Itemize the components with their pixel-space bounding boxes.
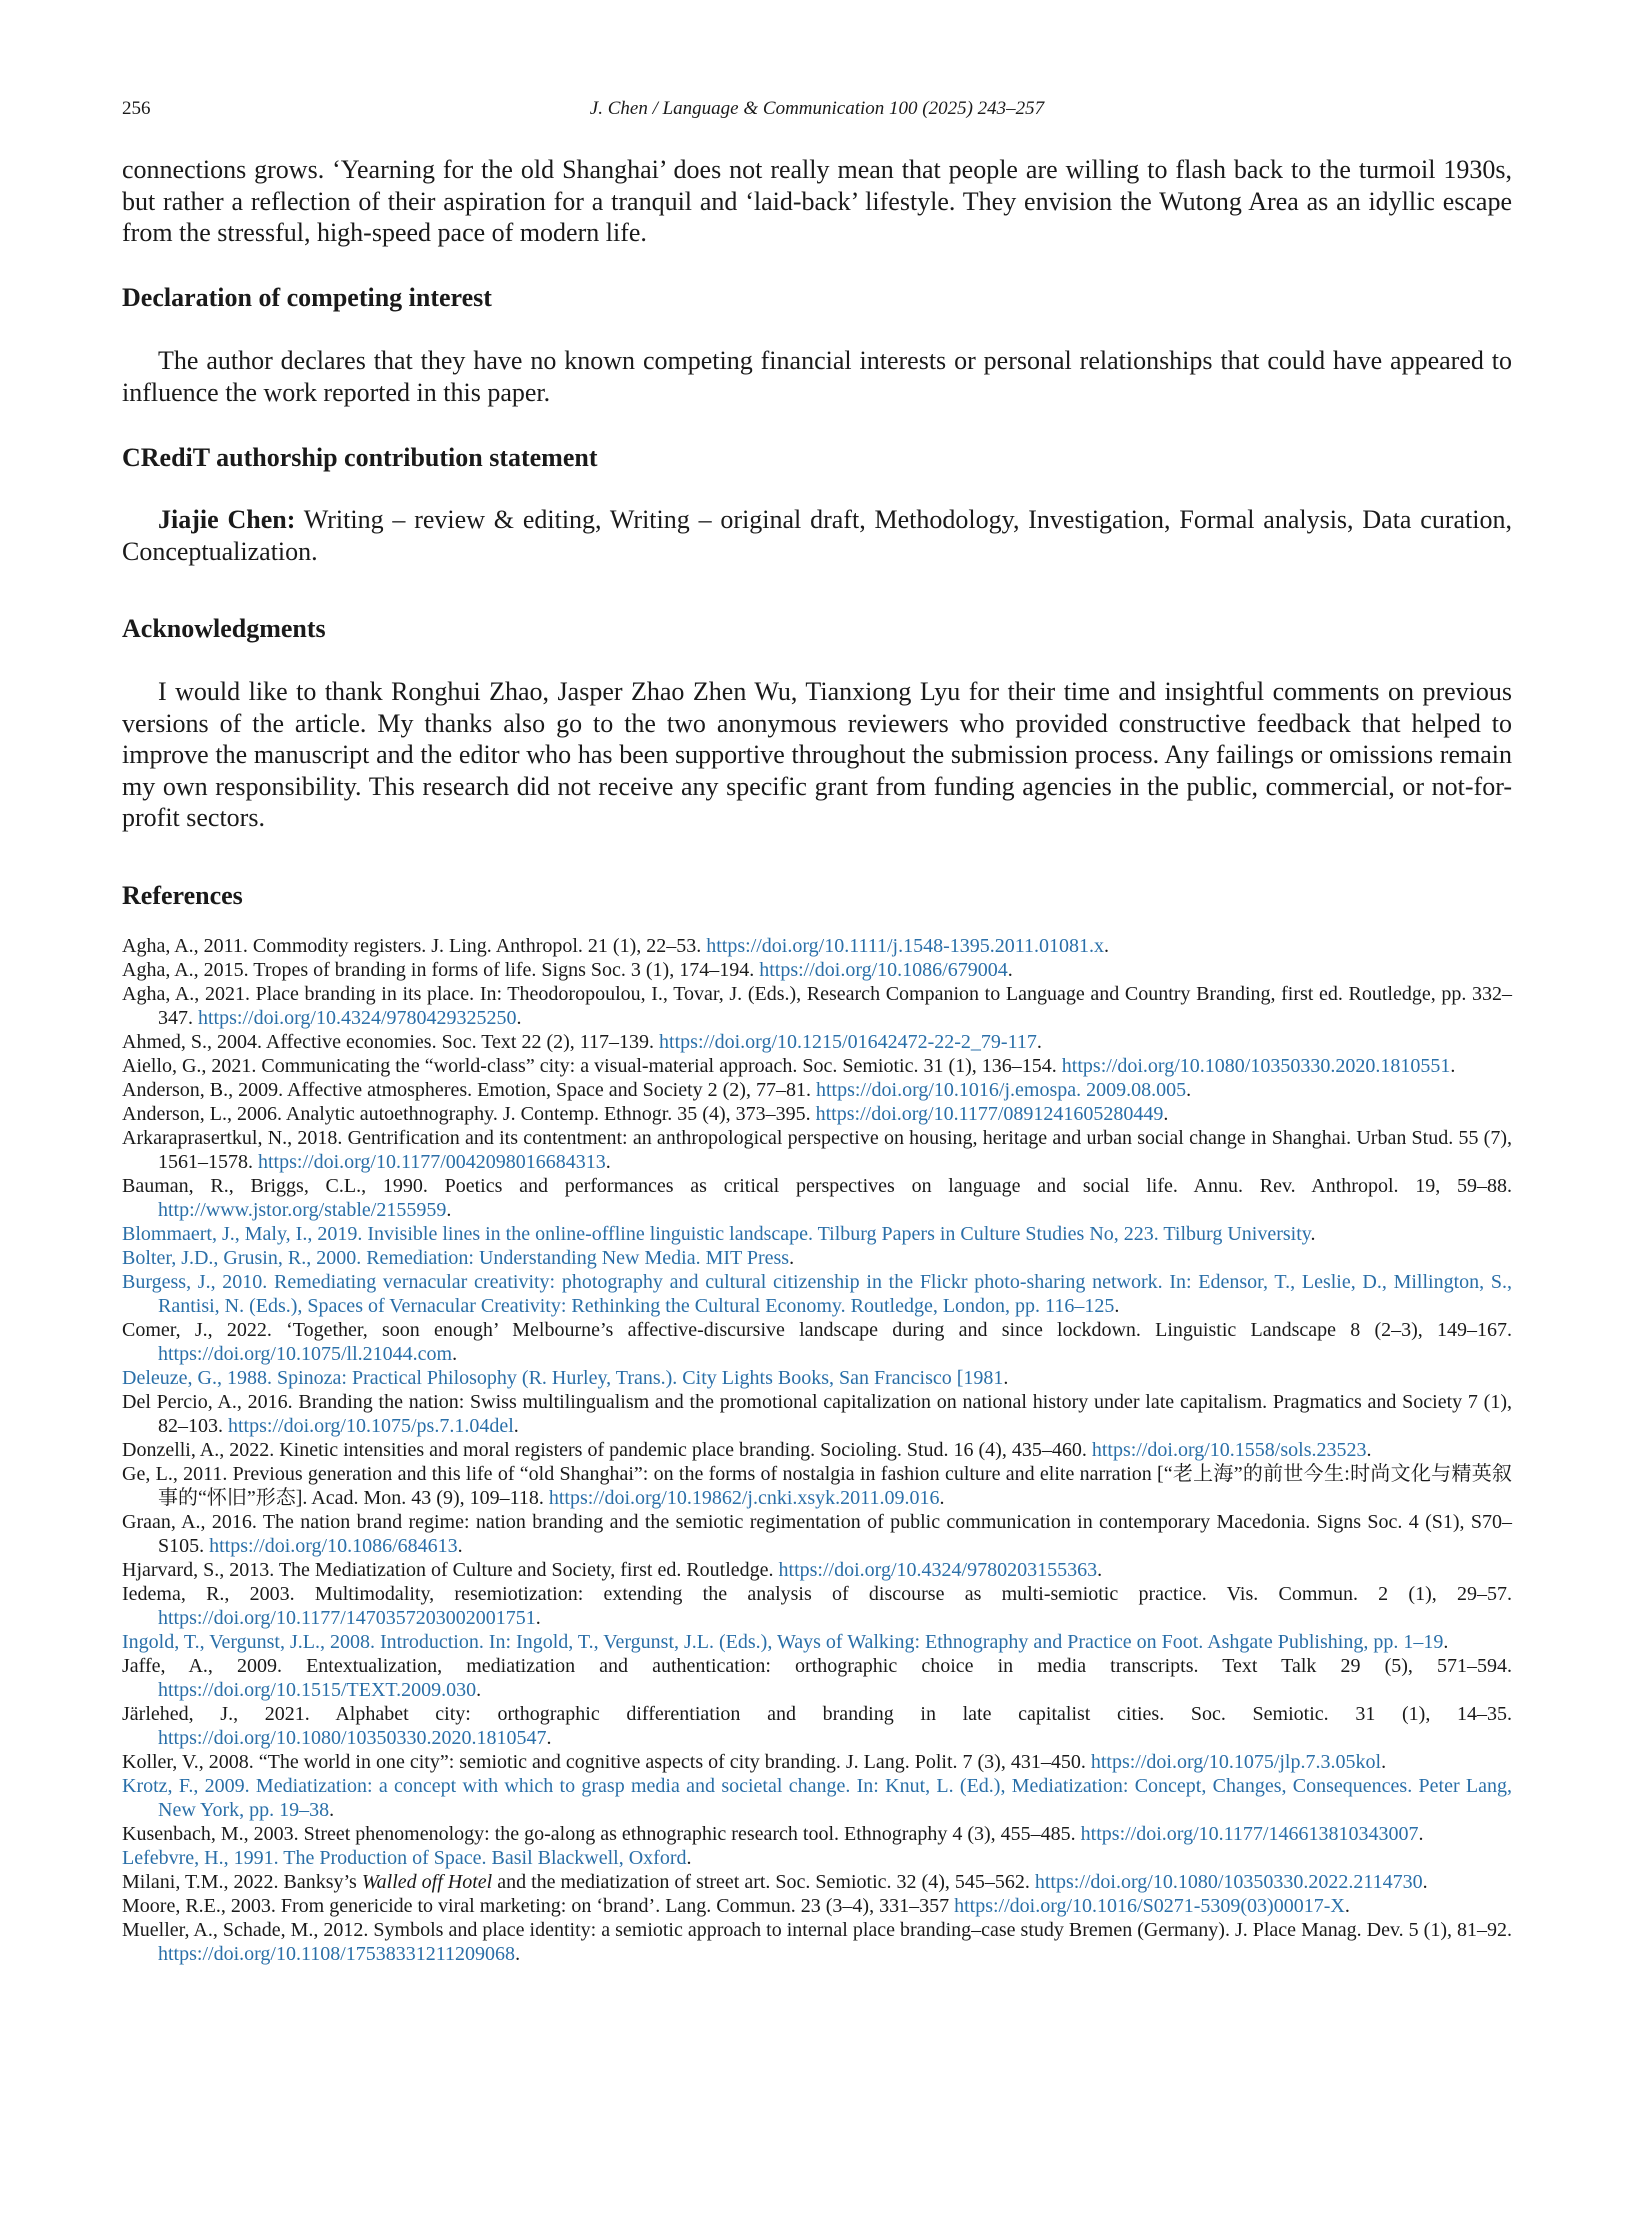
reference-text: Anderson, B., 2009. Affective atmospheres. Emotion, Space and Society 2 (2), 77–81.: [122, 1079, 816, 1101]
section-title-references: References: [122, 881, 243, 910]
credit-text: [122, 504, 1512, 567]
reference-doi-link[interactable]: https://doi.org/10.19862/j.cnki.xsyk.2011.09.016: [548, 1487, 940, 1509]
reference-item: [122, 1390, 1512, 1438]
acknowledgments-text: I would like to thank Ronghui Zhao, Jasper Zhao Zhen Wu, Tianxiong Lyu for their time and insightful comments on previous versions of the article. My thanks also go to the two anonymous reviewers who provided constructive feedback that helped to improve the manuscript and the editor who has been supportive throughout the submission process. Any failings or omissions remain my own responsibility. This research did not receive any specific grant from funding agencies in the public, commercial, or not-for-profit sectors.: [122, 677, 1512, 832]
reference-doi-link[interactable]: https://doi.org/10.1075/ps.7.1.04del: [228, 1415, 514, 1437]
reference-doi-link[interactable]: https://doi.org/10.1016/S0271-5309(03)00017-X: [954, 1895, 1345, 1917]
reference-item: [122, 1510, 1512, 1558]
reference-tail: .: [513, 1415, 519, 1437]
reference-item: [122, 1270, 1512, 1318]
references-heading-block: [122, 880, 1512, 912]
reference-tail: .: [1310, 1223, 1316, 1245]
reference-tail: .: [1366, 1439, 1372, 1461]
reference-tail: .: [329, 1799, 335, 1821]
credit-section: [122, 442, 1512, 474]
reference-item: [122, 1630, 1512, 1654]
reference-tail: .: [1114, 1295, 1120, 1317]
reference-item: [122, 1582, 1512, 1630]
reference-item: [122, 1366, 1512, 1390]
reference-tail: .: [1381, 1751, 1387, 1773]
reference-tail: .: [1344, 1895, 1350, 1917]
competing-interest-section: [122, 282, 1512, 314]
credit-author: Jiajie Chen:: [158, 505, 296, 534]
reference-doi-link[interactable]: https://doi.org/10.1080/10350330.2022.2114730: [1034, 1871, 1423, 1893]
reference-text: Del Percio, A., 2016. Branding the nation: Swiss multilingualism and the promotional capitalization on national history under late capitalism. Pragmatics and Society 7 (1), 82–103.: [122, 1391, 1512, 1437]
reference-doi-link[interactable]: https://doi.org/10.4324/9780203155363: [778, 1559, 1098, 1581]
acknowledgments-body: [122, 676, 1512, 834]
reference-tail: .: [1450, 1055, 1456, 1077]
reference-item: [122, 1654, 1512, 1702]
reference-item: [122, 1078, 1512, 1102]
reference-list: [122, 934, 1512, 1966]
reference-doi-link[interactable]: https://doi.org/10.1177/146613810343007: [1080, 1823, 1419, 1845]
reference-linked-citation[interactable]: Blommaert, J., Maly, I., 2019. Invisible lines in the online-offline linguistic landscape. Tilburg Papers in Culture Studies No, 223. Tilburg University: [122, 1223, 1311, 1245]
reference-doi-link[interactable]: https://doi.org/10.1108/17538331211209068: [158, 1943, 516, 1965]
reference-tail: .: [1003, 1367, 1009, 1389]
running-head: [122, 98, 1512, 128]
reference-tail: .: [789, 1247, 795, 1269]
reference-tail: .: [939, 1487, 945, 1509]
reference-linked-citation[interactable]: Bolter, J.D., Grusin, R., 2000. Remediation: Understanding New Media. MIT Press: [122, 1247, 790, 1269]
reference-text: Comer, J., 2022. ‘Together, soon enough’ Melbourne’s affective-discursive landscape during and since lockdown. Linguistic Landscape 8 (2–3), 149–167.: [122, 1319, 1512, 1341]
reference-item: [122, 1054, 1512, 1078]
reference-doi-link[interactable]: https://doi.org/10.1177/0042098016684313: [258, 1151, 606, 1173]
reference-text: Bauman, R., Briggs, C.L., 1990. Poetics and performances as critical perspectives on language and social life. Annu. Rev. Anthropol. 19, 59–88.: [122, 1175, 1512, 1197]
credit-body: [122, 504, 1512, 567]
reference-doi-link[interactable]: https://doi.org/10.1215/01642472-22-2_79-117: [659, 1031, 1037, 1053]
competing-interest-body: [122, 345, 1512, 408]
reference-linked-citation[interactable]: Burgess, J., 2010. Remediating vernacular creativity: photography and cultural citizenship in the Flickr photo-sharing network. In: Edensor, T., Leslie, D., Millington, S., Rantisi, N. (Eds.), Spaces of Vernacular Creativity: Rethinking the Cultural Economy. Routledge, London, pp. 116–125: [122, 1271, 1512, 1317]
article-page: [122, 0, 1512, 2228]
reference-linked-citation[interactable]: Lefebvre, H., 1991. The Production of Space. Basil Blackwell, Oxford: [122, 1847, 687, 1869]
reference-item: [122, 1102, 1512, 1126]
reference-tail: .: [457, 1535, 463, 1557]
reference-tail: .: [515, 1943, 521, 1965]
reference-item: [122, 1822, 1512, 1846]
reference-item: [122, 1438, 1512, 1462]
reference-doi-link[interactable]: https://doi.org/10.1086/679004: [759, 959, 1008, 981]
reference-item: [122, 1870, 1512, 1894]
reference-tail: .: [446, 1199, 452, 1221]
reference-text: Arkaraprasertkul, N., 2018. Gentrification and its contentment: an anthropological perspective on housing, heritage and urban social change in Shanghai. Urban Stud. 55 (7), 1561–1578.: [122, 1127, 1512, 1173]
reference-doi-link[interactable]: https://doi.org/10.1177/1470357203002001751: [158, 1607, 536, 1629]
reference-item: [122, 1030, 1512, 1054]
reference-item: [122, 1174, 1512, 1222]
reference-tail: .: [1443, 1631, 1449, 1653]
reference-doi-link[interactable]: https://doi.org/10.1075/ll.21044.com: [158, 1343, 453, 1365]
reference-doi-link[interactable]: https://doi.org/10.1086/684613: [209, 1535, 458, 1557]
acknowledgments-section: [122, 613, 1512, 645]
reference-doi-link[interactable]: https://doi.org/10.1515/TEXT.2009.030: [158, 1679, 477, 1701]
intro-paragraph-block: [122, 154, 1512, 249]
reference-text: Mueller, A., Schade, M., 2012. Symbols and place identity: a semiotic approach to internal place branding–case study Bremen (Germany). J. Place Manag. Dev. 5 (1), 81–92.: [122, 1919, 1512, 1941]
reference-tail: .: [1097, 1559, 1103, 1581]
reference-text: Agha, A., 2015. Tropes of branding in forms of life. Signs Soc. 3 (1), 174–194.: [122, 959, 760, 981]
credit-roles: Writing – review & editing, Writing – original draft, Methodology, Investigation, Formal analysis, Data curation, Conceptualization.: [122, 505, 1512, 566]
reference-item: [122, 1222, 1512, 1246]
reference-text: Agha, A., 2021. Place branding in its place. In: Theodoropoulou, I., Tovar, J. (Eds.), Research Companion to Language and Country Branding, first ed. Routledge, pp. 332–347.: [122, 983, 1512, 1029]
reference-doi-link[interactable]: https://doi.org/10.1080/10350330.2020.1810551: [1061, 1055, 1451, 1077]
reference-text: Jaffe, A., 2009. Entextualization, mediatization and authentication: orthographic choice in media transcripts. Text Talk 29 (5), 571–594.: [122, 1655, 1512, 1677]
reference-tail: .: [1104, 935, 1110, 957]
reference-text: Moore, R.E., 2003. From genericide to viral marketing: on ‘brand’. Lang. Commun. 23 (3–4), 331–357: [122, 1895, 955, 1917]
reference-text: Iedema, R., 2003. Multimodality, resemiotization: extending the analysis of discourse as multi-semiotic practice. Vis. Commun. 2 (1), 29–57.: [122, 1583, 1512, 1605]
reference-tail: .: [1007, 959, 1013, 981]
reference-text: Järlehed, J., 2021. Alphabet city: orthographic differentiation and branding in late capitalist cities. Soc. Semiotic. 31 (1), 14–35.: [122, 1703, 1512, 1725]
reference-italic-title: Walled off Hotel: [361, 1871, 493, 1893]
reference-tail: .: [686, 1847, 692, 1869]
reference-tail: .: [1186, 1079, 1192, 1101]
journal-citation: J. Chen / Language & Communication 100 (2025) 243–257: [589, 98, 1045, 119]
reference-text: Koller, V., 2008. “The world in one city”: semiotic and cognitive aspects of city branding. J. Lang. Polit. 7 (3), 431–450.: [122, 1751, 1091, 1773]
reference-linked-citation[interactable]: Deleuze, G., 1988. Spinoza: Practical Philosophy (R. Hurley, Trans.). City Lights Books, San Francisco [1981: [122, 1367, 1004, 1389]
reference-text: Donzelli, A., 2022. Kinetic intensities and moral registers of pandemic place branding. Socioling. Stud. 16 (4), 435–460.: [122, 1439, 1092, 1461]
reference-text: Hjarvard, S., 2013. The Mediatization of Culture and Society, first ed. Routledge.: [122, 1559, 779, 1581]
reference-item: [122, 1462, 1512, 1510]
reference-text: Ge, L., 2011. Previous generation and this life of “old Shanghai”: on the forms of nostalgia in fashion culture and elite narration [“老上海”的前世今生:时尚文化与精英叙事的“怀旧”形态]. Acad. Mon. 43 (9), 109–118.: [122, 1463, 1512, 1509]
reference-tail: .: [452, 1343, 458, 1365]
reference-doi-link[interactable]: https://doi.org/10.1075/jlp.7.3.05kol: [1090, 1751, 1382, 1773]
reference-text: and the mediatization of street art. Soc. Semiotic. 32 (4), 545–562.: [492, 1871, 1035, 1893]
reference-item: [122, 1318, 1512, 1366]
reference-text: Milani, T.M., 2022. Banksy’s: [122, 1871, 362, 1893]
reference-item: [122, 1774, 1512, 1822]
page-number: 256: [122, 98, 151, 119]
reference-item: [122, 1126, 1512, 1174]
intro-paragraph: connections grows. ‘Yearning for the old Shanghai’ does not really mean that people are willing to flash back to the turmoil 1930s, but rather a reflection of their aspiration for a tranquil and ‘laid-back’ lifestyle. They envision the Wutong Area as an idyllic escape from the stressful, high-speed pace of modern life.: [122, 155, 1512, 247]
section-title-credit: CRediT authorship contribution statement: [122, 443, 598, 472]
reference-text: Ahmed, S., 2004. Affective economies. Soc. Text 22 (2), 117–139.: [122, 1031, 660, 1053]
reference-linked-citation[interactable]: Ingold, T., Vergunst, J.L., 2008. Introduction. In: Ingold, T., Vergunst, J.L. (Eds.), Ways of Walking: Ethnography and Practice on Foot. Ashgate Publishing, pp. 1–19: [122, 1631, 1444, 1653]
reference-doi-link[interactable]: https://doi.org/10.1111/j.1548-1395.2011.01081.x: [706, 935, 1105, 957]
reference-tail: .: [476, 1679, 482, 1701]
reference-doi-link[interactable]: https://doi.org/10.1080/10350330.2020.1810547: [158, 1727, 547, 1749]
reference-item: [122, 1558, 1512, 1582]
section-title-competing: Declaration of competing interest: [122, 283, 492, 312]
reference-item: [122, 934, 1512, 958]
reference-item: [122, 958, 1512, 982]
competing-interest-text: The author declares that they have no known competing financial interests or personal relationships that could have appeared to influence the work reported in this paper.: [122, 346, 1512, 407]
reference-doi-link[interactable]: https://doi.org/10.1558/sols.23523: [1091, 1439, 1367, 1461]
reference-doi-link[interactable]: https://doi.org/10.1177/0891241605280449: [815, 1103, 1164, 1125]
reference-text: Aiello, G., 2021. Communicating the “world-class” city: a visual-material approach. Soc. Semiotic. 31 (1), 136–154.: [122, 1055, 1062, 1077]
reference-tail: .: [546, 1727, 552, 1749]
reference-text: Graan, A., 2016. The nation brand regime: nation branding and the semiotic regimentation of public communication in contemporary Macedonia. Signs Soc. 4 (S1), S70–S105.: [122, 1511, 1512, 1557]
reference-item: [122, 1750, 1512, 1774]
reference-doi-link[interactable]: https://doi.org/10.4324/9780429325250: [198, 1007, 517, 1029]
reference-item: [122, 1894, 1512, 1918]
reference-item: [122, 982, 1512, 1030]
reference-tail: .: [1163, 1103, 1169, 1125]
reference-tail: .: [516, 1007, 522, 1029]
reference-item: [122, 1702, 1512, 1750]
reference-item: [122, 1246, 1512, 1270]
reference-item: [122, 1846, 1512, 1870]
reference-item: [122, 1918, 1512, 1966]
reference-linked-citation[interactable]: Krotz, F., 2009. Mediatization: a concept with which to grasp media and societal change. In: Knut, L. (Ed.), Mediatization: Concept, Changes, Consequences. Peter Lang, New York, pp. 19–38: [122, 1775, 1512, 1821]
reference-tail: .: [1418, 1823, 1424, 1845]
reference-tail: .: [535, 1607, 541, 1629]
reference-text: Agha, A., 2011. Commodity registers. J. Ling. Anthropol. 21 (1), 22–53.: [122, 935, 707, 957]
reference-text: Anderson, L., 2006. Analytic autoethnography. J. Contemp. Ethnogr. 35 (4), 373–395.: [122, 1103, 816, 1125]
reference-tail: .: [605, 1151, 611, 1173]
reference-tail: .: [1422, 1871, 1428, 1893]
reference-doi-link[interactable]: https://doi.org/10.1016/j.emospa. 2009.08.005: [815, 1079, 1187, 1101]
reference-text: Kusenbach, M., 2003. Street phenomenology: the go-along as ethnographic research tool. Ethnography 4 (3), 455–485.: [122, 1823, 1081, 1845]
reference-tail: .: [1036, 1031, 1042, 1053]
section-title-acknowledgments: Acknowledgments: [122, 614, 326, 643]
reference-doi-link[interactable]: http://www.jstor.org/stable/2155959: [158, 1199, 447, 1221]
